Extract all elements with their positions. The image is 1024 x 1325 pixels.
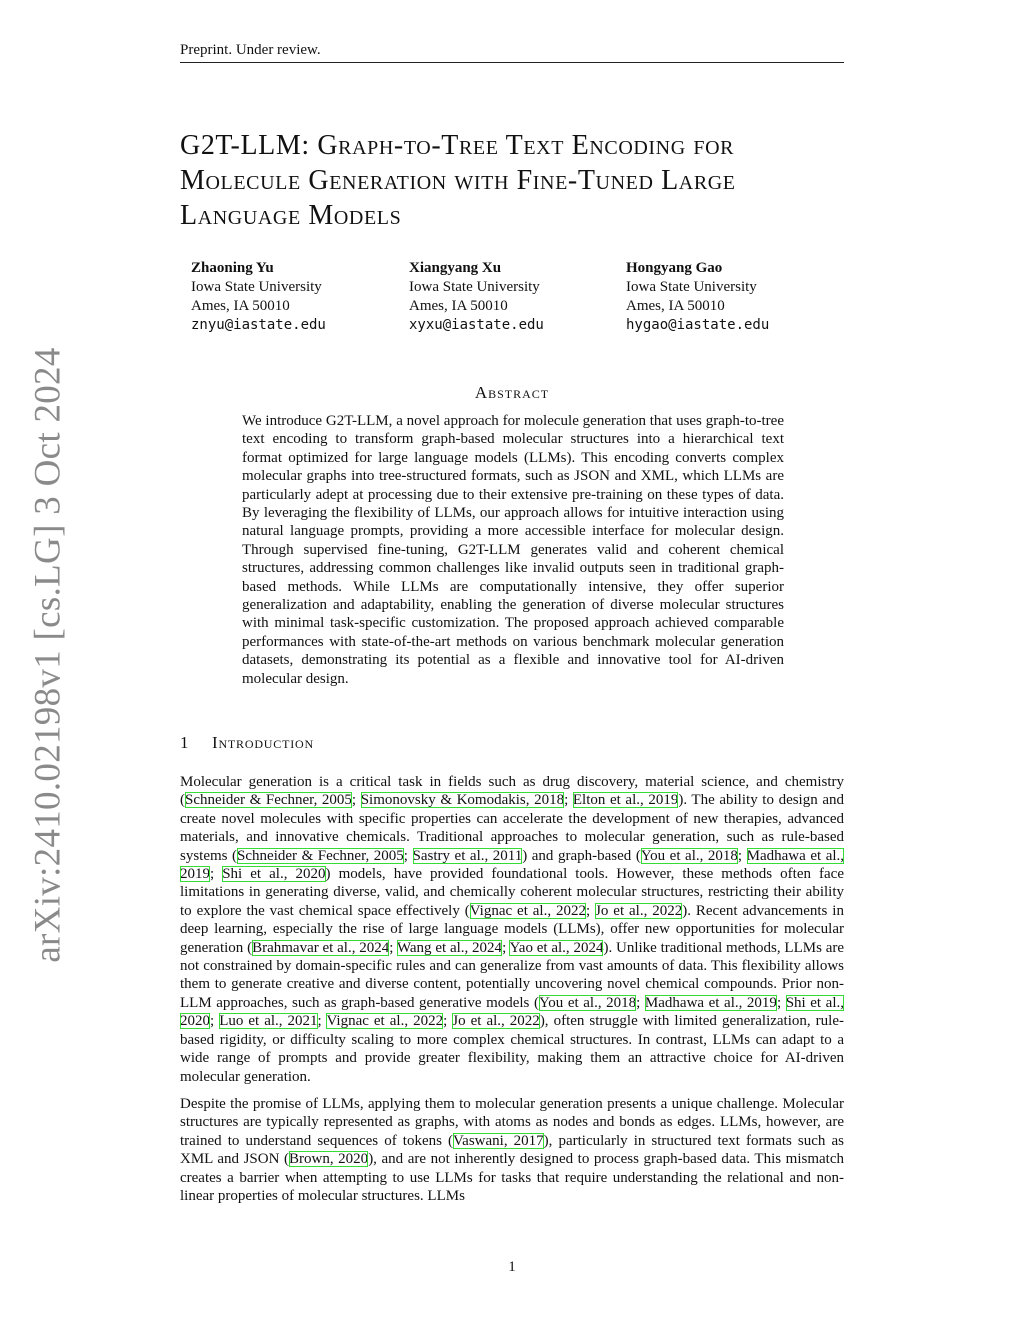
section-number: 1 xyxy=(180,733,190,752)
section-title: Introduction xyxy=(212,733,314,752)
citation-link[interactable]: Schneider & Fechner, 2005 xyxy=(237,847,404,864)
text-run: ; xyxy=(317,1013,327,1030)
text-run: ). Unlike traditional methods, LLMs are not constrained by domain-specific rules and can generalize from vast amounts of data. This flexibility allows them to generate creative and diverse content, potentially uncovering novel chemical compounds. Prior non-LLM approaches, such as graph-based generative models ( xyxy=(180,939,845,1011)
text-run: ), and are not inherently designed to process graph-based data. This mismatch creates a barrier when attempting to use LLMs for tasks that require understanding the relational and non-linear properties of molecular structures. LLMs xyxy=(180,1151,844,1204)
citation-link[interactable]: Sastry et al., 2011 xyxy=(412,847,523,864)
text-run: ; xyxy=(636,994,645,1011)
citation-link[interactable]: Vignac et al., 2022 xyxy=(326,1013,444,1030)
author-name: Xiangyang Xu xyxy=(409,260,502,276)
citation-link[interactable]: Madhawa et al., 2019 xyxy=(180,847,845,883)
text-run: ; xyxy=(443,1013,453,1030)
text-run: ) and graph-based ( xyxy=(522,847,641,864)
author-1 xyxy=(191,259,326,335)
text-run: ) models, have provided foundational tools. However, these methods often face limitations in generating diverse, valid, and chemically coherent molecular structures, restricting their ability to explore the vast chemical space effectively ( xyxy=(180,866,844,919)
citation-link[interactable]: Shi et al., 2020 xyxy=(222,866,326,883)
arxiv-identifier: arXiv:2410.02198v1 [cs.LG] 3 Oct 2024 xyxy=(27,347,69,963)
text-run: ). The ability to design and create novel molecules with specific properties can accelerate the development of new therapies, advanced materials, and innovative chemicals. Traditional approaches to molecular generation, such as rule-based systems ( xyxy=(180,792,844,864)
text-run: Despite the promise of LLMs, applying them to molecular generation presents a unique challenge. Molecular structures are typically represented as graphs, with atoms as nodes and bonds as edges. LLMs, however, are trained to understand sequences of tokens ( xyxy=(180,1095,844,1149)
citation-link[interactable]: Brahmavar et al., 2024 xyxy=(252,939,390,956)
running-header: Preprint. Under review. xyxy=(180,42,844,63)
text-run: ; xyxy=(210,866,223,883)
author-affiliation: Iowa State University xyxy=(409,279,540,295)
text-run: ; xyxy=(776,994,786,1011)
text-run: Molecular generation is a critical task in fields such as drug discovery, material science, and chemistry ( xyxy=(180,774,844,809)
text-run: ; xyxy=(210,1013,220,1030)
author-address: Ames, IA 50010 xyxy=(191,298,290,314)
text-run: ; xyxy=(564,792,573,809)
abstract-heading: Abstract xyxy=(474,383,550,402)
section-heading xyxy=(180,733,844,753)
text-run: ), often struggle with limited generalization, rule-based rigidity, or difficulty scaling to more complex chemical structures. In contrast, LLMs can adapt to a wide range of prompts and provide greater flexibility, making them an attractive choice for AI-driven molecular generation. xyxy=(180,1013,844,1085)
text-run: ; xyxy=(585,902,596,919)
citation-link[interactable]: You et al., 2018 xyxy=(640,847,738,864)
citation-link[interactable]: You et al., 2018 xyxy=(538,994,637,1011)
text-run: ; xyxy=(351,792,361,809)
paper-title: G2T-LLM: Graph-to-Tree Text Encoding for Molecule Generation with Fine-Tuned Large Language Models xyxy=(180,130,736,231)
citation-link[interactable]: Jo et al., 2022 xyxy=(452,1013,540,1030)
page-number: 1 xyxy=(508,1259,516,1275)
citation-link[interactable]: Wang et al., 2024 xyxy=(396,939,503,956)
paragraph xyxy=(180,773,844,1086)
author-2 xyxy=(409,259,544,335)
citation-link[interactable]: Shi et al., 2020 xyxy=(180,994,844,1030)
author-block xyxy=(191,259,851,339)
author-name: Zhaoning Yu xyxy=(191,260,274,276)
author-affiliation: Iowa State University xyxy=(626,279,757,295)
text-run: ; xyxy=(403,847,413,864)
citation-link[interactable]: Vignac et al., 2022 xyxy=(469,902,586,919)
paragraph xyxy=(180,1095,844,1205)
introduction-body xyxy=(180,773,844,1214)
text-run: ), particularly in structured text formats such as XML and JSON ( xyxy=(180,1132,844,1168)
author-affiliation: Iowa State University xyxy=(191,279,322,295)
text-run: ; xyxy=(502,939,510,956)
author-email[interactable]: znyu@iastate.edu xyxy=(191,317,326,333)
citation-link[interactable]: Schneider & Fechner, 2005 xyxy=(185,792,352,809)
author-3 xyxy=(626,259,769,335)
author-address: Ames, IA 50010 xyxy=(409,298,508,314)
citation-link[interactable]: Elton et al., 2019 xyxy=(572,792,679,809)
citation-link[interactable]: Vaswani, 2017 xyxy=(453,1132,544,1149)
citation-link[interactable]: Madhawa et al., 2019 xyxy=(644,994,777,1011)
text-run: ). Recent advancements in deep learning, especially the rise of large language models (LLMs), offer new opportunities for molecular generation ( xyxy=(180,902,844,956)
citation-link[interactable]: Brown, 2020 xyxy=(289,1151,369,1168)
citation-link[interactable]: Luo et al., 2021 xyxy=(219,1013,318,1030)
citation-link[interactable]: Yao et al., 2024 xyxy=(509,939,604,956)
author-name: Hongyang Gao xyxy=(626,260,723,276)
citation-link[interactable]: Simonovsky & Komodakis, 2018 xyxy=(360,792,565,809)
text-run: ; xyxy=(737,847,747,864)
text-run: ; xyxy=(389,939,397,956)
abstract-text: We introduce G2T-LLM, a novel approach for molecule generation that uses graph-to-tree text encoding to transform graph-based molecular structures into a hierarchical text format optimized for large language models (LLMs). This encoding converts complex molecular graphs into tree-structured formats, such as JSON and XML, which LLMs are particularly adept at processing due to their extensive pre-training on these types of data. By leveraging the flexibility of LLMs, our approach allows for intuitive interaction using natural language prompts, providing a more accessible interface for molecular design. Through supervised fine-tuning, G2T-LLM generates valid and coherent chemical structures, addressing common challenges like invalid outputs seen in traditional graph-based methods. While LLMs are computationally intensive, they offer superior generalization and adaptability, enabling the generation of diverse molecular structures with minimal task-specific customization. The proposed approach achieved comparable performances with state-of-the-art methods on various benchmark molecular generation datasets, demonstrating its potential as a flexible and innovative tool for AI-driven molecular design. xyxy=(242,413,784,687)
author-address: Ames, IA 50010 xyxy=(626,298,725,314)
author-email[interactable]: xyxu@iastate.edu xyxy=(409,317,544,333)
citation-link[interactable]: Jo et al., 2022 xyxy=(595,902,683,919)
author-email[interactable]: hygao@iastate.edu xyxy=(626,317,770,333)
